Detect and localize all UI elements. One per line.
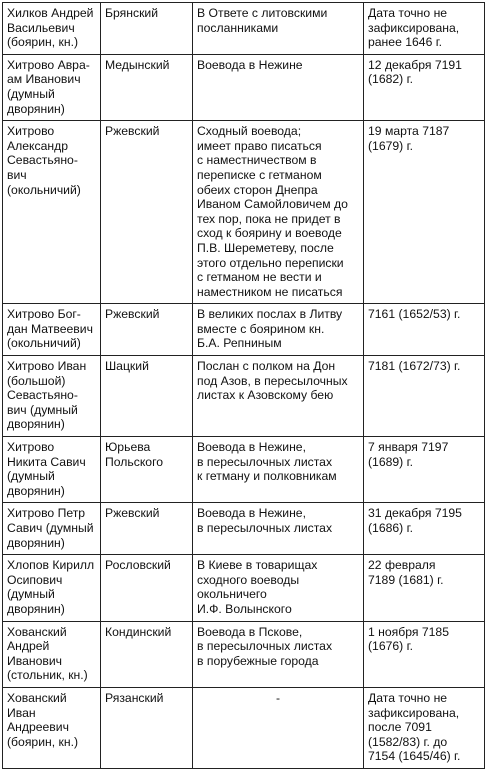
date-cell: 19 марта 7187 (1679) г. <box>364 121 485 304</box>
service-cell: Послан с полком на Дон под Азов, в пересылочных листах к Азовскому бею <box>193 356 364 437</box>
person-name-cell: Хитрово Бог- дан Матвеевич (окольничий) <box>3 304 101 356</box>
district-cell: Брянский <box>101 3 193 55</box>
table-row <box>3 54 485 120</box>
date-cell: 1 ноября 7185 (1676) г. <box>364 621 485 687</box>
person-name-cell: Хованский Иван Андреевич (боярин, кн.) <box>3 687 101 768</box>
district-cell: Ржевский <box>101 503 193 555</box>
table-row <box>3 437 485 503</box>
person-name-cell: Хитрово Александр Севастьяно- вич (окольничий) <box>3 121 101 304</box>
person-name-cell: Хлопов Кирилл Осипович (думный дворянин) <box>3 555 101 621</box>
service-cell: - <box>193 687 364 768</box>
table-row <box>3 304 485 356</box>
service-cell: В Киеве в товарищах сходного воеводы окольничего И.Ф. Волынского <box>193 555 364 621</box>
table-row <box>3 621 485 687</box>
date-cell: 22 февраля 7189 (1681) г. <box>364 555 485 621</box>
date-cell: 12 декабря 7191 (1682) г. <box>364 54 485 120</box>
table-row <box>3 503 485 555</box>
date-cell: Дата точно не зафиксирована, после 7091 (1582/83) г. до 7154 (1645/46) г. <box>364 687 485 768</box>
service-cell: Воевода в Нежине, в пересылочных листах к гетману и полковникам <box>193 437 364 503</box>
date-cell: 31 декабря 7195 (1686) г. <box>364 503 485 555</box>
date-cell: 7161 (1652/53) г. <box>364 304 485 356</box>
person-name-cell: Хилков Андрей Васильевич (боярин, кн.) <box>3 3 101 55</box>
person-name-cell: Хитрово Авра- ам Иванович (думный дворянин) <box>3 54 101 120</box>
table-row <box>3 555 485 621</box>
person-name-cell: Хованский Андрей Иванович (стольник, кн.) <box>3 621 101 687</box>
district-cell: Кондинский <box>101 621 193 687</box>
service-cell: Воевода в Нежине, в пересылочных листах <box>193 503 364 555</box>
table-row <box>3 3 485 55</box>
district-cell: Рязанский <box>101 687 193 768</box>
person-name-cell: Хитрово Никита Савич (думный дворянин) <box>3 437 101 503</box>
district-cell: Ржевский <box>101 304 193 356</box>
person-name-cell: Хитрово Петр Савич (думный дворянин) <box>3 503 101 555</box>
district-cell: Шацкий <box>101 356 193 437</box>
nominee-table <box>2 2 485 769</box>
person-name-cell: Хитрово Иван (большой) Севастьяно- вич (думный дворянин) <box>3 356 101 437</box>
table-row <box>3 356 485 437</box>
service-cell: В Ответе с литовскими посланниками <box>193 3 364 55</box>
date-cell: 7 января 7197 (1689) г. <box>364 437 485 503</box>
district-cell: Медынский <box>101 54 193 120</box>
district-cell: Юрьева Польского <box>101 437 193 503</box>
service-cell: Сходный воевода; имеет право писаться с наместничеством в переписке с гетманом обеих сторон Днепра Иваном Самойловичем до тех пор, пока не придет в сход к боярину и воеводе П.В. Шереметеву, после этого отдельно переписки с гетманом не вести и наместником не писаться <box>193 121 364 304</box>
date-cell: Дата точно не зафиксирована, ранее 1646 г. <box>364 3 485 55</box>
table-row <box>3 121 485 304</box>
table-row <box>3 687 485 768</box>
district-cell: Рословский <box>101 555 193 621</box>
date-cell: 7181 (1672/73) г. <box>364 356 485 437</box>
service-cell: Воевода в Нежине <box>193 54 364 120</box>
service-cell: Воевода в Пскове, в пересылочных листах в порубежные города <box>193 621 364 687</box>
service-cell: В великих послах в Литву вместе с боярином кн. Б.А. Репниным <box>193 304 364 356</box>
district-cell: Ржевский <box>101 121 193 304</box>
